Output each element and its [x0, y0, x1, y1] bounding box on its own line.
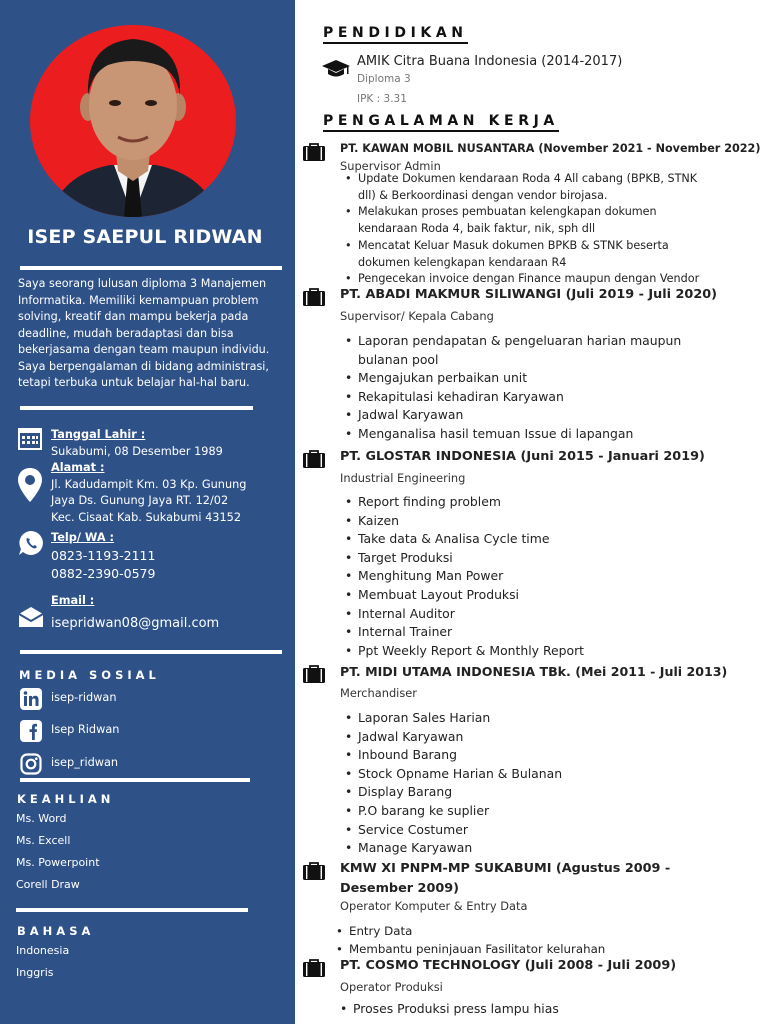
education-gpa: IPK : 3.31 [357, 93, 407, 105]
job-title: KMW XI PNPM-MP SUKABUMI (Agustus 2009 - [340, 861, 671, 876]
contact-address [18, 460, 286, 526]
language-item: Inggris [16, 966, 54, 979]
job-duty: • Melakukan proses pembuatan kelengkapan dokumen [358, 204, 699, 221]
job-duty: • Inbound Barang [358, 746, 562, 765]
job-duty: • Proses Produksi press lampu hias [353, 1000, 559, 1018]
briefcase-icon [303, 143, 325, 161]
social-text: isep-ridwan [51, 691, 117, 704]
divider [16, 908, 248, 912]
job-role: Operator Produksi [340, 980, 443, 994]
envelope-icon [18, 606, 44, 628]
job-duty: • Ppt Weekly Report & Monthly Report [358, 642, 584, 661]
job-duty: • Take data & Analisa Cycle time [358, 530, 584, 549]
job-duty: • Mencatat Keluar Masuk dokumen BPKB & STNK beserta [358, 238, 699, 255]
main-content [295, 0, 768, 1024]
phone-number: 0823-1193-2111 [51, 547, 156, 563]
contact-phone [18, 530, 286, 582]
job-duty: • Rekapitulasi kehadiran Karyawan [358, 388, 681, 407]
briefcase-icon [303, 665, 325, 683]
job-duties [340, 332, 681, 444]
social-text: Isep Ridwan [51, 723, 120, 736]
job-duty: • Service Costumer [358, 821, 562, 840]
job-duty: • Membantu peninjauan Fasilitator kelurahan [349, 940, 605, 958]
education-degree: Diploma 3 [357, 73, 411, 85]
job-duty: • Membuat Layout Produksi [358, 586, 584, 605]
job-duty: • Mengajukan perbaikan unit [358, 369, 681, 388]
facebook-icon [20, 720, 42, 742]
divider [20, 406, 253, 410]
address-line: Jaya Ds. Gunung Jaya RT. 12/02 [51, 494, 229, 508]
briefcase-icon [303, 450, 325, 468]
job-duties [340, 493, 584, 660]
location-pin-icon [18, 468, 42, 502]
job-role: Merchandiser [340, 686, 417, 700]
job-duty: • Menganalisa hasil temuan Issue di lapangan [358, 425, 681, 444]
job-duty: • Report finding problem [358, 493, 584, 512]
graduation-cap-icon [322, 60, 350, 78]
job-role: Supervisor/ Kepala Cabang [340, 309, 494, 323]
job-title: Desember 2009) [340, 881, 460, 896]
skill-item: Ms. Word [16, 812, 67, 825]
briefcase-icon [303, 959, 325, 977]
job-title: PT. MIDI UTAMA INDONESIA TBk. (Mei 2011 - Juli 2013) [340, 664, 728, 679]
birth-label: Tanggal Lahir : [51, 428, 146, 441]
instagram-icon [20, 753, 42, 775]
linkedin-icon [20, 688, 42, 710]
job-duty: • Update Dokumen kendaraan Roda 4 All cabang (BPKB, STNK [358, 171, 699, 188]
job-role: Operator Komputer & Entry Data [340, 899, 528, 913]
social-heading: MEDIA SOSIAL [19, 668, 160, 682]
birth-value: Sukabumi, 08 Desember 1989 [51, 444, 223, 458]
job-duty: • Jadwal Karyawan [358, 728, 562, 747]
education-heading: PENDIDIKAN [323, 25, 468, 44]
contact-birth [18, 427, 286, 461]
skills-heading: KEAHLIAN [17, 792, 115, 806]
contact-email [18, 593, 286, 637]
job-duty: • P.O barang ke suplier [358, 802, 562, 821]
job-duty: • Kaizen [358, 512, 584, 531]
skill-item: Ms. Excell [16, 834, 71, 847]
job-duties [340, 171, 699, 288]
job-duty: • Internal Trainer [358, 623, 584, 642]
job-title: PT. KAWAN MOBIL NUSANTARA (November 2021 - November 2022) [340, 142, 761, 155]
job-role: Industrial Engineering [340, 471, 466, 485]
job-duties [335, 1000, 559, 1018]
about-text: Saya seorang lulusan diploma 3 Manajemen Informatika. Memiliki kemampuan problem solving, kreatif dan mampu bekerja pada deadline, mudah beradaptasi dan bisa bekerjasama dengan team maupun individu. Saya berpengalaman di bidang administrasi, tetapi terbuka untuk belajar hal-hal baru. [18, 277, 270, 389]
skill-item: Corell Draw [16, 878, 80, 891]
phone-number: 0882-2390-0579 [51, 565, 156, 581]
job-title: PT. COSMO TECHNOLOGY (Juli 2008 - Juli 2009) [340, 958, 677, 973]
languages-heading: BAHASA [17, 924, 95, 938]
job-duty: • Display Barang [358, 783, 562, 802]
job-role: Supervisor Admin [340, 159, 441, 173]
address-label: Alamat : [51, 461, 105, 474]
whatsapp-icon [18, 530, 44, 556]
email-label: Email : [51, 594, 95, 607]
job-duty: • Manage Karyawan [358, 839, 562, 858]
job-duty: • Stock Opname Harian & Bulanan [358, 765, 562, 784]
job-duty: • Laporan Sales Harian [358, 709, 562, 728]
job-title: PT. ABADI MAKMUR SILIWANGI (Juli 2019 - Juli 2020) [340, 287, 717, 302]
person-name: ISEP SAEPUL RIDWAN [27, 226, 263, 248]
experience-heading: PENGALAMAN KERJA [323, 113, 559, 132]
job-duty: • Entry Data [349, 922, 605, 940]
job-duty: • Pengecekan invoice dengan Finance maupun dengan Vendor [358, 271, 699, 288]
email-value[interactable]: isepridwan08@gmail.com [51, 615, 220, 631]
job-duties [331, 922, 605, 958]
social-text: isep_ridwan [51, 756, 119, 769]
job-duty: bulanan pool [358, 351, 439, 367]
job-duty: • Menghitung Man Power [358, 567, 584, 586]
sidebar [0, 0, 295, 1024]
job-duty: • Target Produksi [358, 549, 584, 568]
divider [20, 266, 282, 270]
skill-item: Ms. Powerpoint [16, 856, 100, 869]
address-line: Kec. Cisaat Kab. Sukabumi 43152 [51, 511, 242, 525]
address-line: Jl. Kadudampit Km. 03 Kp. Gunung [51, 477, 247, 491]
job-duty: dokumen kelengkapan kendaraan R4 [358, 255, 567, 269]
divider [20, 778, 250, 782]
job-duties [340, 709, 562, 858]
profile-photo [30, 25, 236, 217]
job-duty: • Laporan pendapatan & pengeluaran harian maupun [358, 332, 681, 351]
job-duty: • Jadwal Karyawan [358, 406, 681, 425]
job-duty: dll) & Berkoordinasi dengan vendor birojasa. [358, 188, 608, 202]
divider [20, 650, 282, 654]
job-duty: • Internal Auditor [358, 605, 584, 624]
job-duty: kendaraan Roda 4, baik faktur, nik, sph dll [358, 222, 596, 236]
job-title: PT. GLOSTAR INDONESIA (Juni 2015 - Januari 2019) [340, 449, 705, 464]
education-school: AMIK Citra Buana Indonesia (2014-2017) [357, 54, 623, 69]
language-item: Indonesia [16, 944, 70, 957]
briefcase-icon [303, 862, 325, 880]
briefcase-icon [303, 288, 325, 306]
phone-label: Telp/ WA : [51, 531, 115, 544]
calendar-icon [18, 427, 42, 451]
